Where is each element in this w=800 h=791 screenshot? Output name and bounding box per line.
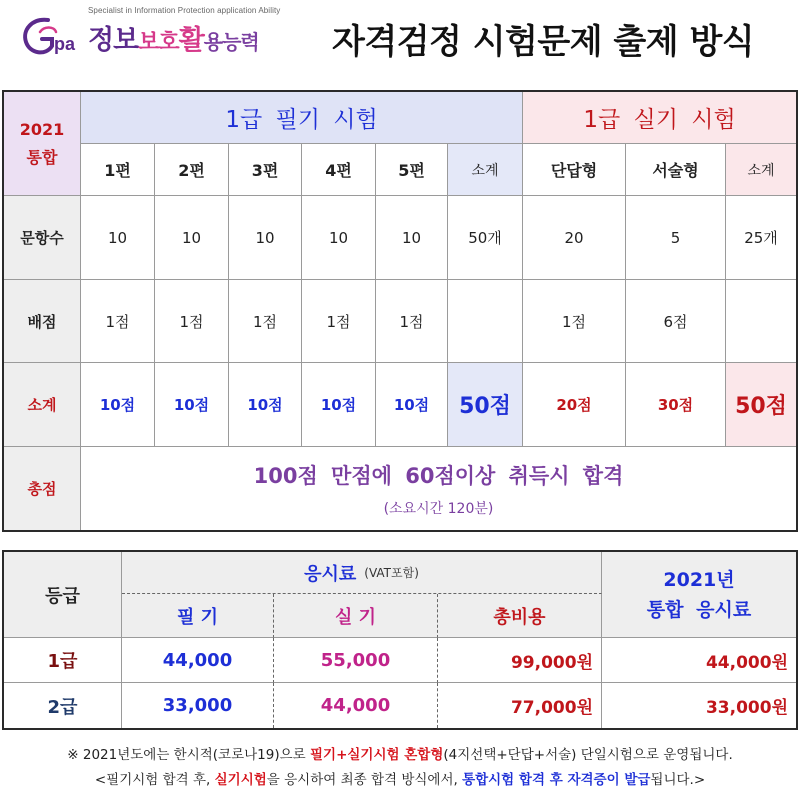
fee-table xyxy=(2,550,798,730)
subtotal-written-5: 10점 xyxy=(376,363,448,447)
footnote-line-1 xyxy=(0,743,800,763)
subtotal-written-2: 10점 xyxy=(155,363,229,447)
subtotal-essay: 30점 xyxy=(626,363,726,447)
points-written-3: 1점 xyxy=(229,280,302,363)
fee-row-grade-1: 1급 xyxy=(4,638,122,683)
corner-year: 2021 xyxy=(19,119,65,139)
question-count-practical-subtotal: 25개 xyxy=(726,196,796,280)
col-header-practical-subtotal: 소계 xyxy=(726,144,796,196)
grade-header: 등급 xyxy=(4,552,122,638)
total-score-sub: (소요시간 120분) xyxy=(383,500,494,517)
fee-subheader-total: 총비용 xyxy=(438,594,602,638)
col-header-essay: 서술형 xyxy=(626,144,726,196)
row-label-question-count: 문항수 xyxy=(4,196,81,280)
logo-tagline: Specialist in Information Protection application Ability xyxy=(88,6,281,15)
fee-row-2-integrated: 33,000원 xyxy=(705,698,788,718)
points-written-subtotal xyxy=(448,280,523,363)
footnote-2-highlight-red: 실기시험 xyxy=(214,772,267,788)
footnote-2-text-c: 됩니다.> xyxy=(650,772,706,788)
footnote-1-highlight: 필기+실기시험 혼합형 xyxy=(310,747,444,763)
page-title: 자격검정 시험문제 출제 방식 xyxy=(332,22,755,62)
row-label-subtotal: 소계 xyxy=(4,363,81,447)
fee-row-grade-2: 2급 xyxy=(4,683,122,728)
fee-header xyxy=(122,552,602,594)
question-count-written-2: 10 xyxy=(155,196,229,280)
question-count-short-answer: 20 xyxy=(523,196,626,280)
fee-row-2-written: 33,000 xyxy=(122,683,274,728)
integrated-fee-header xyxy=(602,552,796,638)
subtotal-written-1: 10점 xyxy=(81,363,155,447)
corner-cell xyxy=(4,92,81,196)
points-practical-subtotal xyxy=(726,280,796,363)
fee-header-label: 응시료 xyxy=(304,563,357,585)
fee-subheader-written: 필 기 xyxy=(122,594,274,638)
fee-row-1-practical: 55,000 xyxy=(274,638,438,683)
points-written-4: 1점 xyxy=(302,280,376,363)
logo-name-part-2: 보호 xyxy=(138,30,179,55)
fee-row-2-practical: 44,000 xyxy=(274,683,438,728)
col-header-written-3: 3편 xyxy=(229,144,302,196)
fee-row-1-integrated: 44,000원 xyxy=(602,638,796,683)
footnote-1-text-a: ※ 2021년도에는 한시적(코로나19)으로 xyxy=(67,747,310,763)
question-count-written-4: 10 xyxy=(302,196,376,280)
points-short-answer: 1점 xyxy=(523,280,626,363)
fee-header-note: (VAT포함) xyxy=(364,566,419,580)
written-exam-header: 1급 필기 시험 xyxy=(81,92,523,144)
logo xyxy=(18,2,318,72)
total-score-main: 100점 만점에 60점이상 취득시 합격 xyxy=(253,463,624,488)
logo-name-part-3: 활 xyxy=(178,25,204,56)
subtotal-practical-total: 50점 xyxy=(726,363,796,447)
footnote-1-text-b: (4지선택+단답+서술) 단일시험으로 운영됩니다. xyxy=(443,747,733,763)
footnote-line-2 xyxy=(0,768,800,788)
question-count-written-3: 10 xyxy=(229,196,302,280)
practical-exam-header: 1급 실기 시험 xyxy=(523,92,796,144)
svg-text:pa: pa xyxy=(54,34,76,54)
col-header-written-2: 2편 xyxy=(155,144,229,196)
col-header-written-5: 5편 xyxy=(376,144,448,196)
row-label-total-score: 총점 xyxy=(4,447,81,530)
row-label-points: 배점 xyxy=(4,280,81,363)
corner-label: 통합 xyxy=(26,147,58,167)
col-header-written-subtotal: 소계 xyxy=(448,144,523,196)
points-written-5: 1점 xyxy=(376,280,448,363)
question-count-written-5: 10 xyxy=(376,196,448,280)
logo-mark-icon xyxy=(18,12,88,62)
col-header-short-answer: 단답형 xyxy=(523,144,626,196)
fee-subheader-practical: 실 기 xyxy=(274,594,438,638)
footnote-2-highlight-blue: 통합시험 합격 후 자격증이 발급 xyxy=(462,772,651,788)
integrated-fee-header-year: 2021년 xyxy=(663,568,735,591)
subtotal-written-total: 50점 xyxy=(448,363,523,447)
col-header-written-4: 4편 xyxy=(302,144,376,196)
subtotal-written-4: 10점 xyxy=(302,363,376,447)
subtotal-written-3: 10점 xyxy=(229,363,302,447)
points-written-1: 1점 xyxy=(81,280,155,363)
subtotal-short-answer: 20점 xyxy=(523,363,626,447)
question-count-written-1: 10 xyxy=(81,196,155,280)
col-header-written-1: 1편 xyxy=(81,144,155,196)
logo-name-part-4: 용능력 xyxy=(203,30,259,54)
fee-row-2-total: 77,000원 xyxy=(438,683,602,728)
question-count-essay: 5 xyxy=(626,196,726,280)
question-count-written-subtotal: 50개 xyxy=(448,196,523,280)
integrated-fee-header-label: 통합 응시료 xyxy=(646,598,752,621)
footnote-2-text-b: 을 응시하여 최종 합격 방식에서, xyxy=(266,772,463,788)
fee-row-1-written: 44,000 xyxy=(122,638,274,683)
total-score-cell xyxy=(81,447,796,530)
logo-name xyxy=(88,18,259,57)
points-essay: 6점 xyxy=(626,280,726,363)
footnote-2-text-a: <필기시험 합격 후, xyxy=(94,772,215,788)
fee-row-1-total: 99,000원 xyxy=(438,638,602,683)
exam-structure-table xyxy=(2,90,798,532)
page-header xyxy=(0,0,800,80)
logo-name-part-1: 정보 xyxy=(88,25,139,56)
points-written-2: 1점 xyxy=(155,280,229,363)
